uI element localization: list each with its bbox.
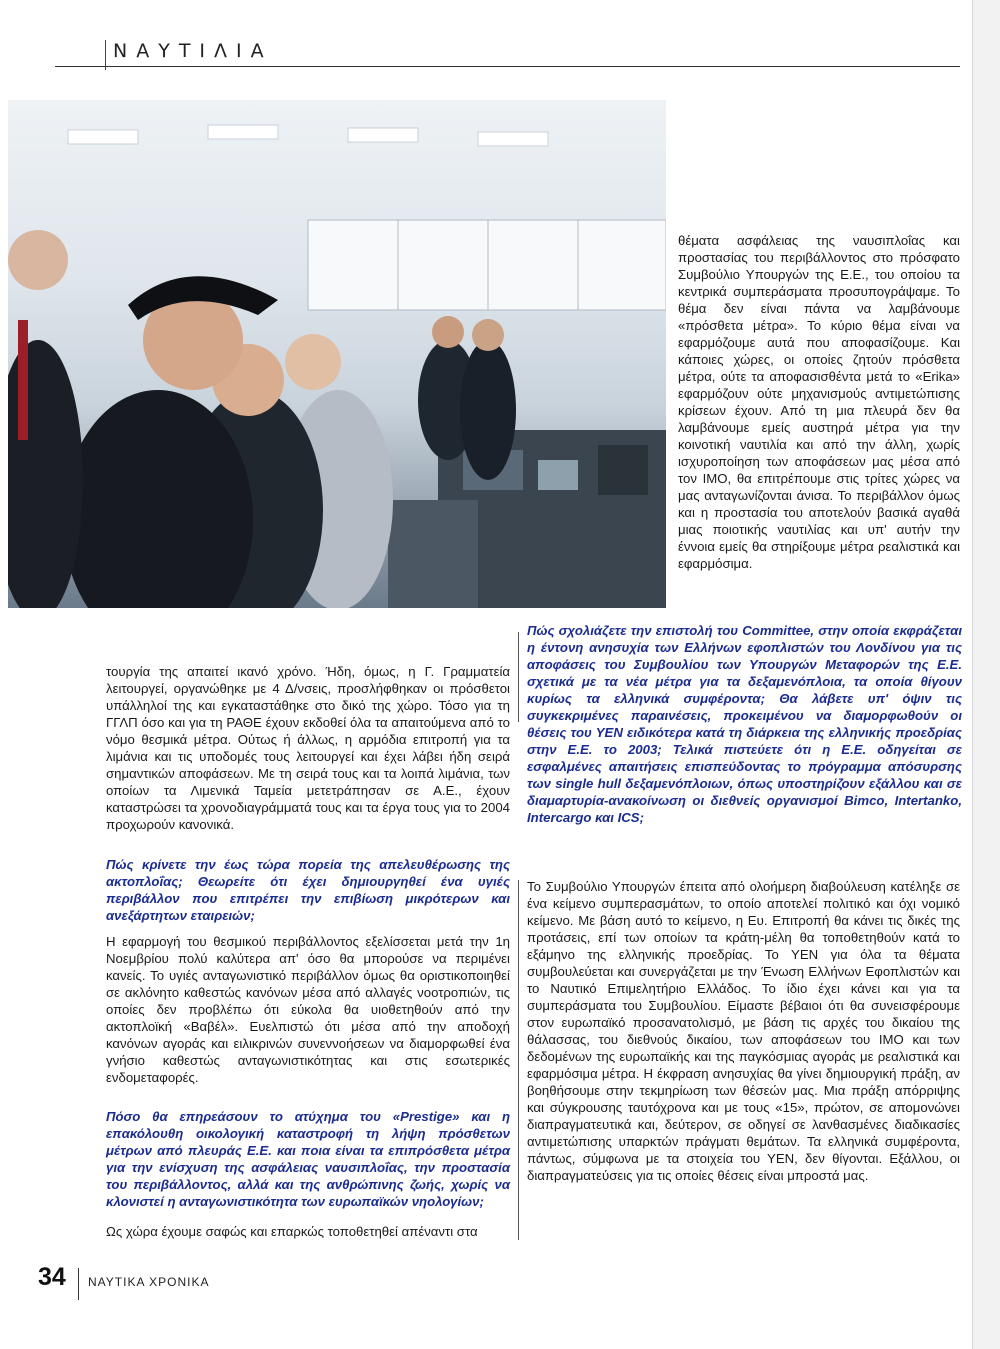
footer-tick [78, 1268, 79, 1300]
interview-question-3: Πόσο θα επηρεάσουν το ατύχημα του «Prestige» και η επακόλουθη οικολογική καταστροφή τη λήψη πρόσθετων μέτρων από πλευράς Ε.Ε. και ποια είναι τα επιπρόσθετα μέτρα για την ενίσχυση της ασφάλειας ναυσιπλοΐας, την προστασία του περιβάλλοντος, αλλά και της ανθρώπινης ζωής, χωρίς να κλονιστεί η ανταγωνιστικότητα των ευρωπαϊκών νηολογίων; [106, 1109, 510, 1209]
ship-bridge-photo [8, 100, 666, 608]
page-number: 34 [38, 1263, 66, 1291]
section-title: ΝΑΥΤΙΛΙΑ [113, 40, 273, 62]
article-left-answer-1: τουργία της απαιτεί ικανό χρόνο. Ήδη, όμως, η Γ. Γραμματεία λειτουργεί, οργανώθηκε με 4 Δ/νσεις, προσλήφθηκαν οι πρόσθετοι υπάλληλοί της και εγκαταστάθηκε στο δικό της χώρο. Τόσο για τη ΓΓΛΠ όσο και για τη ΡΑΘΕ έχουν εκδοθεί όλα τα απαιτούμενα από το νόμο θεσμικά μέτρα. Ούτως ή άλλως, η αρμόδια επιτροπή για τα λιμάνια και τις υποδομές τους λειτουργεί και έχει λάβει ήδη σειρά σημαντικών αποφάσεων. Με τη σειρά τους και τα λοιπά λιμάνια, των οποίων τα Λιμενικά Ταμεία μετετράπησαν σε Α.Ε., έχουν καταστρώσει τα χρονοδιαγράμματά τους και τα έργα τους για το 2004 προχωρούν κανονικά. [106, 664, 510, 832]
article-right-top: θέματα ασφάλειας της ναυσιπλοΐας και προστασίας του περιβάλλοντος στο πρόσφατο Συμβούλιο Υπουργών της Ε.Ε., του οποίου τα κεντρικά συμπεράσματα προσυπογράψαμε. Το θέμα δεν είναι πάντα να λαμβάνουμε «πρόσθετα μέτρα». Το κύριο θέμα είναι να εφαρμόζουμε αυτά που αποφασίζουμε. Και κάποιες χώρες, οι οποίες ζητούν πρόσθετα μέτρα, ούτε τα αποφασισθέντα μετά το «Erika» εφαρμόζουν ούτε μηχανισμούς αντιμετώπισης κρίσεων έχουν. Από τη μια πλευρά δεν θα λαμβάνουμε εμείς αυστηρά μέτρα για την κοινοτική ναυτιλία και από την άλλη, χωρίς ισχυροποίηση των αποφάσεων μας μέσα από τον IMO, θα επιτρέπουμε στις τρίτες χώρες να μας ανταγωνίζονται άνισα. Το περιβάλλον όμως και η προστασία του αποτελούν βασικά αγαθά μιας ποιοτικής ναυτιλίας και υπ' αυτήν την έννοια εμείς θα στηρίξουμε μέτρα ρεαλιστικά και εφαρμόσιμα. [678, 233, 960, 571]
photo-bridge-visit-icon [8, 100, 666, 608]
interview-question-2: Πώς κρίνετε την έως τώρα πορεία της απελευθέρωσης της ακτοπλοΐας; Θεωρείτε ότι έχει δημιουργηθεί ένα υγιές περιβάλλον που επιτρέπει την επιβίωση μικρότερων και ανεξάρτητων εταιρειών; [106, 857, 510, 923]
magazine-name: ΝΑΥΤΙΚΑ ΧΡΟΝΙΚΑ [88, 1275, 210, 1289]
header-rule [55, 66, 960, 67]
interview-answer: Το Συμβούλιο Υπουργών έπειτα από ολοήμερη διαβούλευση κατέληξε σε ένα κείμενο συμπερασμάτων, το οποίο αποτελεί πολιτικό και όχι νομικό κείμενο. Με βάση αυτό το κείμενο, η Ευ. Επιτροπή θα κάνει τις δικές της προτάσεις, επί των οποίων τα κράτη-μέλη θα τοποθετηθούν κατά το εξάμηνο της ελληνικής προεδρίας. Το ΥΕΝ για όλα τα θέματα συμβουλεύεται και συνεργάζεται με την Ένωση Ελλήνων Εφοπλιστών και το Ναυτικό Επιμελητήριο Ελλάδος. Το ίδιο έχει κάνει και για τα συμπεράσματα του Συμβουλίου. Είμαστε βέβαιοι ότι θα συνεισφέρουμε στον ευρωπαϊκό προσανατολισμό, με βάση τις αρχές του δικαίου της θάλασσας, του διεθνούς δικαίου, των αποφάσεων του IMO και των δεδομένων της ευρωπαϊκής και της παγκόσμιας αγοράς με ρεαλιστικά και εφαρμόσιμα μέτρα. Η έκφραση ανησυχίας θα γίνει δημιουργική πράξη, αν βοηθήσουμε στην τεκμηρίωση των θέσεών μας. Μια πράξη απόρριψης και σύγκρουσης ταυτόχρονα και με τους «15», πρώτον, σε απομονώνει διαπραγματευτικά και, δεύτερον, σε οδηγεί σε λανθασμένες διαδικασίες αντιμετώπισης υπαρκτών πράγματι θεμάτων. Τα ελληνικά συμφέροντα, πάντως, σύμφωνα με τα στοιχεία του ΥΕΝ, δεν θίγονται. Εξάλλου, οι διαπραγματεύσεις για τις οποίες θέσεις είναι μπροστά μας. [527, 879, 960, 1183]
article-left-answer-3: Ως χώρα έχουμε σαφώς και επαρκώς τοποθετηθεί απέναντι στα [106, 1224, 478, 1239]
page-edge [972, 0, 1000, 1349]
article-left-answer-2: Η εφαρμογή του θεσμικού περιβάλλοντος εξελίσσεται μετά την 1η Νοεμβρίου πολύ καλύτερα απ' όσο θα μπορούσε να περιμένει κανείς. Το υγιές ανταγωνιστικό περιβάλλον όμως θα οριστικοποιηθεί σε ακλόνητο καθεστώς κανόνων μέσα από αλλαγές νοοτροπιών, τις οποίες δεν προβλέπω ότι εύκολα θα υιοθετηθούν από την ακτοπλοϊκή «Βαβέλ». Ευελπιστώ ότι μέσα από την αποδοχή κανόνων αγοράς και ειλικρινών συνεννοήσεων να διαμορφωθεί ένα γνήσιο καθεστώς ανταγωνιστικότητας και στις εσωτερικές ενδομεταφορές. [106, 934, 510, 1085]
column-divider [518, 880, 519, 1240]
interview-question: Πώς σχολιάζετε την επιστολή του Committee, στην οποία εκφράζεται η έντονη ανησυχία των Ελλήνων εφοπλιστών του Λονδίνου για τις αποφάσεις του Συμβουλίου των Υπουργών Μεταφορών της Ε.Ε. σχετικά με τα νέα μέτρα για τα δεξαμενόπλοια, τα οποία θίγουν κυρίως τα ελληνικά συμφέροντα; Θα λάβετε υπ' όψιν τις συγκεκριμένες παραινέσεις, προκειμένου να διαμορφωθούν οι θέσεις του ΥΕΝ ειδικότερα κατά τη διάρκεια της ελληνικής προεδρίας στην Ε.Ε. το 2003; Τελικά πιστεύετε ότι η Ε.Ε. οδηγείται σε εσφαλμένες απαιτήσεις επισπεύδοντας το πρόγραμμα απόσυρσης των single hull δεξαμενόπλοιων, όπως υποστηρίζουν εξάλλου και σε διαμαρτυρία-ανακοίνωση οι διεθνείς οργανισμοί Bimco, Intertanko, Intercargo και ICS; [527, 623, 962, 825]
column-divider-top [518, 632, 519, 722]
